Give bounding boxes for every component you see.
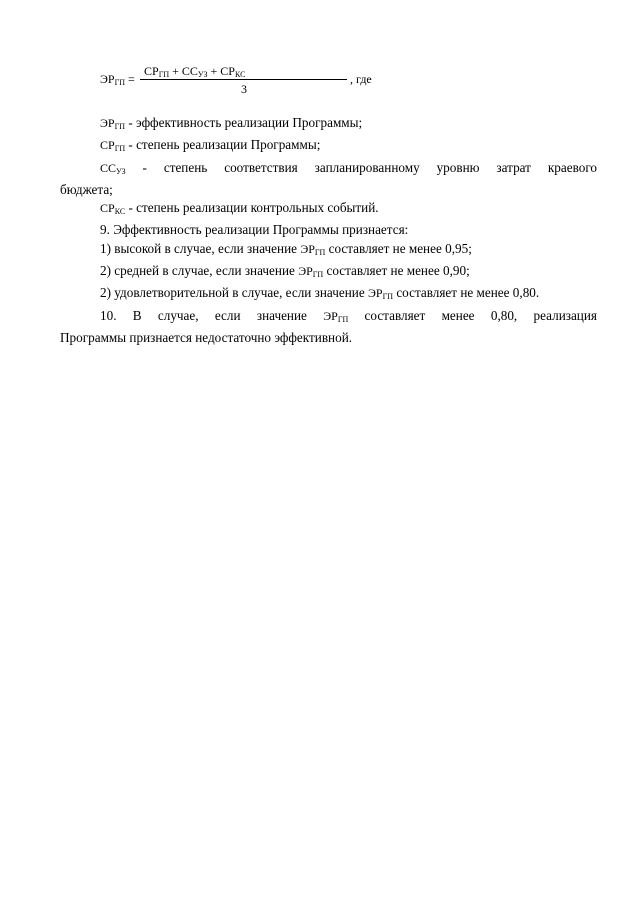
criterion-value: составляет не менее 0,80.: [393, 285, 540, 301]
criterion-value: составляет не менее 0,95;: [325, 240, 472, 256]
formula-denominator: 3: [241, 82, 247, 96]
paragraph-9: 9. Эффективность реализации Программы признается:: [100, 222, 409, 238]
formula-plus-2: +: [210, 64, 218, 78]
criterion-text: 1) высокой в случае, если значение: [100, 240, 301, 256]
criterion-symbol: ЭР: [298, 264, 313, 279]
definition-symbol: ЭР: [100, 116, 115, 130]
paragraph-10-continuation: Программы признается недостаточно эффективной.: [60, 329, 353, 345]
definition-continuation: бюджета;: [60, 181, 113, 197]
definition-line: [60, 136, 597, 158]
paragraph-10-text: 10. В случае, если значение: [100, 307, 324, 323]
definition-symbol: СР: [100, 138, 115, 153]
definition-text: - степень реализации Программы;: [125, 137, 321, 153]
formula-term-2-subscript: УЗ: [197, 70, 208, 79]
definition-line: [60, 114, 597, 136]
definition-text: - степень соответствия запланированному уровню затрат краевого: [125, 159, 597, 175]
criterion-line: [60, 240, 597, 262]
paragraph-10-subscript: ГП: [337, 314, 349, 324]
fraction-bar: [140, 79, 347, 80]
criterion-subscript: ГП: [382, 292, 394, 302]
formula-term-3: СР: [220, 64, 235, 78]
formula-term-1-subscript: ГП: [158, 70, 170, 79]
definition-symbol: СС: [100, 160, 117, 175]
formula-term-3-subscript: КС: [234, 70, 246, 79]
body-text: [60, 114, 597, 347]
criterion-value: составляет не менее 0,90;: [323, 263, 470, 279]
definition-subscript: КС: [114, 207, 126, 217]
criterion-line: [60, 262, 597, 284]
criterion-line: [60, 284, 597, 306]
criterion-subscript: ГП: [314, 247, 326, 257]
efficiency-formula: [100, 63, 400, 97]
paragraph-10: [60, 307, 597, 329]
formula-term-2: СС: [181, 64, 198, 78]
definition-line: [60, 199, 597, 221]
formula-lhs-subscript: ГП: [114, 78, 126, 87]
criterion-symbol: ЭР: [368, 286, 383, 301]
definition-line: [60, 159, 597, 181]
definition-text: - эффективность реализации Программы;: [125, 115, 363, 130]
formula-equals: =: [128, 72, 135, 86]
definition-subscript: ГП: [114, 122, 126, 131]
criterion-symbol: ЭР: [300, 241, 315, 256]
formula-numerator: [144, 64, 245, 79]
criterion-text: 2) удовлетворительной в случае, если значение: [100, 285, 368, 301]
definition-symbol: СР: [100, 201, 115, 216]
formula-term-1: СР: [144, 64, 159, 78]
formula-lhs-symbol: ЭР: [100, 72, 115, 86]
criterion-subscript: ГП: [312, 270, 324, 280]
formula-tail: , где: [350, 72, 372, 86]
definition-subscript: УЗ: [116, 166, 126, 176]
definition-text: - степень реализации контрольных событий.: [125, 200, 379, 216]
paragraph-10-value: составляет менее 0,80, реализация: [348, 307, 597, 323]
criterion-text: 2) средней в случае, если значение: [100, 263, 299, 279]
formula-plus-1: +: [172, 64, 179, 78]
definition-subscript: ГП: [114, 144, 126, 154]
formula-lhs: [100, 72, 135, 87]
paragraph-10-symbol: ЭР: [323, 308, 338, 323]
